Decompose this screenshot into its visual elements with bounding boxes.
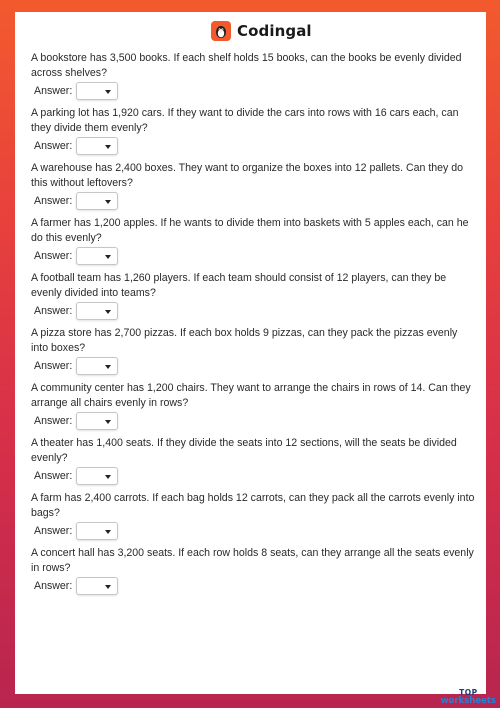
answer-label: Answer: (34, 250, 73, 262)
question-text: A warehouse has 2,400 boxes. They want to organize the boxes into 12 pallets. Can they do this without leftovers? (31, 162, 464, 189)
answer-row (31, 247, 476, 265)
answer-label: Answer: (34, 305, 73, 317)
answer-row (31, 302, 476, 320)
chevron-down-icon (105, 530, 111, 534)
chevron-down-icon (105, 365, 111, 369)
question-text: A bookstore has 3,500 books. If each shelf holds 15 books, can the books be evenly divided across shelves? (31, 52, 462, 79)
question-text: A pizza store has 2,700 pizzas. If each box holds 9 pizzas, can they pack the pizzas evenly into boxes? (31, 327, 458, 354)
question-text: A farmer has 1,200 apples. If he wants to divide them into baskets with 5 apples each, can he do this evenly? (31, 217, 469, 244)
worksheet-page (15, 12, 486, 694)
question-text: A theater has 1,400 seats. If they divide the seats into 12 sections, will the seats be divided evenly? (31, 437, 457, 464)
answer-dropdown[interactable] (76, 522, 118, 540)
chevron-down-icon (105, 145, 111, 149)
answer-label: Answer: (34, 525, 73, 537)
answer-row (31, 412, 476, 430)
answer-row (31, 577, 476, 595)
question-8 (31, 436, 476, 485)
answer-dropdown[interactable] (76, 302, 118, 320)
answer-label: Answer: (34, 140, 73, 152)
answer-dropdown[interactable] (76, 82, 118, 100)
answer-label: Answer: (34, 580, 73, 592)
chevron-down-icon (105, 420, 111, 424)
question-10 (31, 546, 476, 595)
question-7 (31, 381, 476, 430)
question-5 (31, 271, 476, 320)
question-2 (31, 106, 476, 155)
question-9 (31, 491, 476, 540)
answer-label: Answer: (34, 195, 73, 207)
question-1 (31, 51, 476, 100)
answer-dropdown[interactable] (76, 577, 118, 595)
question-text: A farm has 2,400 carrots. If each bag holds 12 carrots, can they pack all the carrots evenly into bags? (31, 492, 475, 519)
answer-row (31, 467, 476, 485)
footer-logo-worksheets: worksheets (440, 696, 496, 706)
answer-row (31, 357, 476, 375)
question-text: A community center has 1,200 chairs. They want to arrange the chairs in rows of 14. Can they arrange all chairs evenly in rows? (31, 382, 471, 409)
answer-dropdown[interactable] (76, 412, 118, 430)
question-4 (31, 216, 476, 265)
answer-dropdown[interactable] (76, 247, 118, 265)
answer-dropdown[interactable] (76, 467, 118, 485)
question-text: A concert hall has 3,200 seats. If each row holds 8 seats, can they arrange all the seats evenly in rows? (31, 547, 474, 574)
answer-row (31, 192, 476, 210)
answer-label: Answer: (34, 470, 73, 482)
chevron-down-icon (105, 255, 111, 259)
brand-header (211, 18, 312, 44)
question-text: A football team has 1,260 players. If each team should consist of 12 players, can they be evenly divided into teams? (31, 272, 447, 299)
answer-row (31, 137, 476, 155)
answer-label: Answer: (34, 85, 73, 97)
brand-name: Codingal (237, 22, 312, 40)
question-text: A parking lot has 1,920 cars. If they want to divide the cars into rows with 16 cars each, can they divide them evenly? (31, 107, 459, 134)
answer-row (31, 82, 476, 100)
chevron-down-icon (105, 90, 111, 94)
chevron-down-icon (105, 585, 111, 589)
footer-logo-top: TOP (459, 688, 478, 697)
chevron-down-icon (105, 310, 111, 314)
answer-dropdown[interactable] (76, 192, 118, 210)
answer-label: Answer: (34, 415, 73, 427)
answer-row (31, 522, 476, 540)
answer-dropdown[interactable] (76, 357, 118, 375)
question-3 (31, 161, 476, 210)
chevron-down-icon (105, 200, 111, 204)
question-6 (31, 326, 476, 375)
penguin-icon (211, 21, 231, 41)
chevron-down-icon (105, 475, 111, 479)
topworksheets-logo[interactable] (441, 688, 496, 706)
answer-dropdown[interactable] (76, 137, 118, 155)
answer-label: Answer: (34, 360, 73, 372)
